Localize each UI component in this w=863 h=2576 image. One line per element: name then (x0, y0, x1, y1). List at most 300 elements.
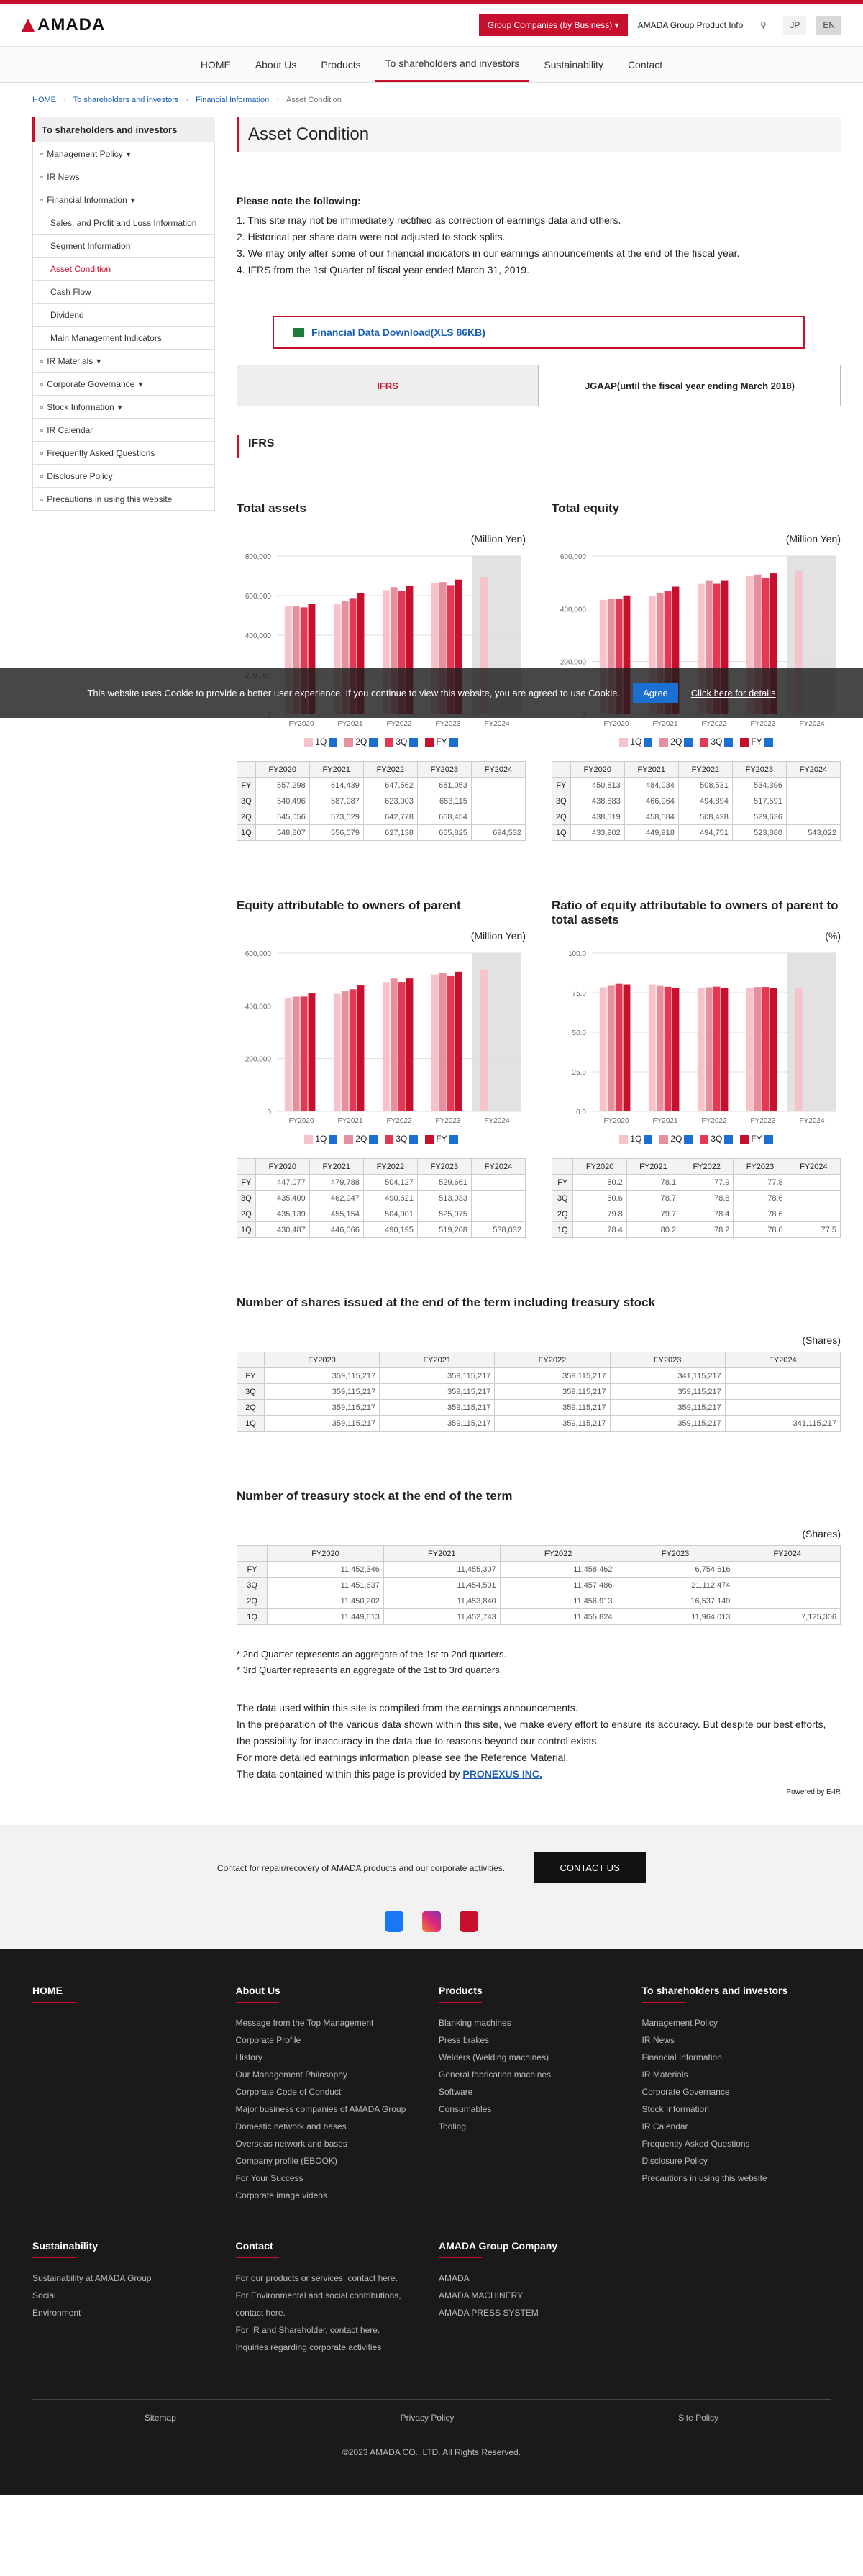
table-cell: 433,902 (570, 825, 624, 841)
table-cell: 479,788 (309, 1175, 363, 1191)
checkbox-icon[interactable] (329, 1135, 337, 1144)
legend-item[interactable] (344, 737, 378, 747)
sidebar-item[interactable] (32, 373, 215, 396)
pronexus-link[interactable]: PRONEXUS INC. (462, 1768, 542, 1780)
table-cell: 623,003 (363, 793, 417, 809)
footer-link[interactable]: Corporate Governance (641, 2087, 730, 2097)
footer-link[interactable]: AMADA (439, 2273, 470, 2283)
footer-link[interactable]: Environment (32, 2308, 81, 2318)
chart-legend (552, 737, 841, 747)
footer-column-title[interactable]: Sustainability (32, 2240, 76, 2258)
sitemap-link[interactable]: Sitemap (144, 2413, 176, 2423)
sidebar-item[interactable] (32, 188, 215, 211)
legend-item[interactable] (659, 1134, 693, 1144)
provided-by-text: The data contained within this page is provided by (237, 1768, 460, 1780)
table-row (237, 1416, 841, 1432)
legend-item[interactable] (385, 1134, 418, 1144)
chart-unit: (Million Yen) (785, 533, 841, 545)
sidebar-item[interactable] (32, 281, 215, 304)
checkbox-icon[interactable] (329, 738, 337, 747)
table-cell: 11,450,202 (268, 1593, 384, 1609)
row-label: 3Q (237, 1384, 265, 1400)
footer-link[interactable]: Sustainability at AMADA Group (32, 2273, 152, 2283)
table-cell: 490,195 (363, 1222, 417, 1238)
footer-link[interactable]: Corporate image videos (235, 2190, 327, 2200)
disclaimer-2: In the preparation of the various data shown within this site, we make every effort to ensure its accuracy. But despite our best efforts, the possibility for inaccuracy in the data due to reasons beyond our control exists. (237, 1719, 826, 1747)
checkbox-icon[interactable] (684, 738, 693, 747)
table-cell: 519,208 (417, 1222, 471, 1238)
table-header: FY2020 (573, 1159, 626, 1175)
bar-1q (334, 993, 341, 1111)
row-label: FY (237, 1368, 265, 1384)
table-cell: 447,077 (255, 1175, 309, 1191)
checkbox-icon[interactable] (764, 1135, 773, 1144)
footer-link[interactable]: Frequently Asked Questions (641, 2139, 750, 2149)
table-cell: 545,056 (255, 809, 309, 825)
x-tick-label: FY2020 (603, 720, 629, 728)
table-cell (787, 1175, 840, 1191)
table-header (237, 1546, 268, 1562)
table-row (237, 825, 526, 841)
footer-link[interactable]: IR Materials (641, 2070, 688, 2080)
link-square-icon: ▫ (40, 355, 44, 366)
bar-3q (713, 987, 721, 1111)
table-cell (471, 1206, 525, 1222)
youtube-icon[interactable] (460, 1911, 478, 1932)
chart-title: Total assets (237, 501, 307, 515)
x-tick-label: FY2023 (435, 1117, 461, 1125)
sidebar-item-label: Asset Condition (50, 263, 111, 274)
bar-2q (439, 973, 447, 1111)
disclaimer (237, 1700, 841, 1783)
bar-3q (762, 987, 770, 1111)
table-cell: 614,439 (309, 778, 363, 793)
row-label: FY (237, 1175, 256, 1191)
nav-about[interactable]: About Us (255, 58, 297, 70)
table-cell (786, 793, 840, 809)
table-header: FY2023 (417, 762, 471, 778)
footer-link[interactable]: Software (439, 2087, 473, 2097)
crumb-sep: › (63, 96, 66, 104)
footer-column-title[interactable]: Products (439, 1985, 482, 2003)
table-cell: 78.2 (680, 1222, 734, 1238)
table-header-row (237, 1352, 841, 1368)
checkbox-icon[interactable] (449, 1135, 458, 1144)
table-header: FY2023 (732, 762, 786, 778)
footer-link[interactable]: Inquiries regarding corporate activities (235, 2342, 382, 2352)
sidebar-item[interactable] (32, 258, 215, 281)
footer-link[interactable]: Message from the Top Management (235, 2018, 374, 2028)
checkbox-icon[interactable] (764, 738, 773, 747)
bar-3q (447, 976, 455, 1111)
footer-link[interactable]: Consumables (439, 2104, 492, 2114)
sidebar-item[interactable] (32, 350, 215, 373)
table-header-row (237, 1159, 526, 1175)
footer-link[interactable]: Company profile (EBOOK) (235, 2156, 337, 2166)
checkbox-icon[interactable] (724, 738, 733, 747)
table-row (552, 1206, 841, 1222)
tab-ifrs[interactable]: IFRS (237, 365, 539, 406)
table-cell: 556,079 (309, 825, 363, 841)
table-cell: 359,115,217 (264, 1416, 379, 1432)
footer-link[interactable]: For Your Success (235, 2173, 303, 2183)
chart-panel (237, 898, 526, 1238)
checkbox-icon[interactable] (409, 738, 418, 747)
x-tick-label: FY2023 (435, 720, 461, 728)
chart-data-table (552, 1158, 841, 1238)
sidebar-item[interactable] (32, 304, 215, 327)
legend-item[interactable] (659, 737, 693, 747)
table-cell: 359,115,217 (264, 1368, 379, 1384)
legend-swatch (700, 738, 708, 747)
footer-column (32, 1985, 222, 2204)
table-header-row (237, 762, 526, 778)
legend-swatch (344, 738, 353, 747)
table-cell: 543,022 (786, 825, 840, 841)
sidebar-item[interactable] (32, 235, 215, 258)
bar-fy (357, 985, 365, 1111)
instagram-icon[interactable] (422, 1911, 441, 1932)
footer-column (642, 1985, 831, 2204)
row-label: 2Q (552, 809, 571, 825)
financial-data-download-link[interactable] (273, 316, 805, 349)
table-cell: 446,066 (309, 1222, 363, 1238)
sidebar-item[interactable] (32, 327, 215, 350)
table-cell: 517,591 (732, 793, 786, 809)
bar-fy (309, 993, 316, 1111)
legend-label: 2Q (670, 737, 682, 747)
sidebar-item[interactable] (32, 419, 215, 442)
excel-icon (293, 328, 304, 337)
x-tick-label: FY2020 (603, 1117, 629, 1125)
y-tick-label: 200,000 (245, 1055, 271, 1064)
row-label: 3Q (552, 793, 571, 809)
footer-link[interactable]: IR News (641, 2035, 675, 2045)
crumb-sep: › (276, 96, 279, 104)
bar-1q (480, 970, 488, 1111)
legend-item[interactable] (700, 737, 733, 747)
nav-investors[interactable]: To shareholders and investors (375, 47, 530, 82)
legend-label: 1Q (315, 1134, 327, 1144)
bar-fy (455, 972, 462, 1111)
checkbox-icon[interactable] (684, 1135, 693, 1144)
shares-table (237, 1352, 841, 1432)
footer-link[interactable]: For our products or services, contact here. (235, 2273, 398, 2283)
checkbox-icon[interactable] (369, 738, 378, 747)
page-title: Asset Condition (237, 117, 841, 152)
footer-column (236, 2240, 425, 2356)
table-cell: 484,034 (624, 778, 678, 793)
table-row (237, 1206, 526, 1222)
disclaimer-1: The data used within this site is compiled from the earnings announcements. (237, 1702, 578, 1713)
table-header: FY2023 (417, 1159, 471, 1175)
row-label: FY (552, 1175, 573, 1191)
row-label: 2Q (237, 1400, 265, 1416)
table-cell: 438,883 (570, 793, 624, 809)
bar-3q (616, 984, 623, 1111)
table-row (237, 809, 526, 825)
table-cell (725, 1384, 840, 1400)
sidebar-item[interactable] (32, 465, 215, 488)
table-cell: 359,115,217 (380, 1400, 495, 1416)
table-header: FY2021 (309, 762, 363, 778)
crumb-sep: › (186, 96, 189, 104)
privacy-policy-link[interactable]: Privacy Policy (400, 2413, 455, 2423)
checkbox-icon[interactable] (644, 738, 652, 747)
footer-link[interactable]: General fabrication machines (439, 2070, 552, 2080)
chart-title: Equity attributable to owners of parent (237, 898, 461, 912)
table-cell: 359,115,217 (380, 1416, 495, 1432)
row-label: FY (237, 1562, 268, 1578)
y-tick-label: 50.0 (572, 1029, 586, 1037)
footer-link[interactable]: Overseas network and bases (235, 2139, 347, 2149)
sidebar-item-label: Cash Flow (50, 286, 91, 297)
current-year-shade (472, 953, 521, 1111)
contact-text: Contact for repair/recovery of AMADA products and our corporate activities. (216, 1862, 506, 1873)
legend-item[interactable] (740, 737, 772, 747)
table-cell: 11,449,613 (268, 1609, 384, 1625)
sidebar-item[interactable] (32, 211, 215, 235)
footer-link[interactable]: Domestic network and bases (235, 2121, 347, 2131)
footer-link[interactable]: IR Calendar (641, 2121, 688, 2131)
y-tick-label: 0 (267, 1109, 271, 1116)
bar-fy (770, 988, 777, 1111)
lang-en[interactable]: EN (816, 16, 841, 35)
table-row (552, 778, 841, 793)
table-cell: 466,964 (624, 793, 678, 809)
table-row (237, 1368, 841, 1384)
row-label: 3Q (237, 793, 256, 809)
powered-by-eir: Powered by E-IR (786, 1788, 841, 1796)
sidebar-item[interactable] (32, 488, 215, 511)
legend-swatch (385, 738, 393, 747)
footer-link[interactable]: Welders (Welding machines) (439, 2052, 549, 2062)
search-icon[interactable]: ⚲ (759, 19, 767, 30)
table-cell: 359,115,217 (380, 1368, 495, 1384)
sidebar-item-label: Dividend (50, 309, 84, 320)
table-header: FY2020 (264, 1352, 379, 1368)
footer-link[interactable]: Major business companies of AMADA Group (235, 2104, 406, 2114)
nav-contact[interactable]: Contact (627, 58, 663, 70)
footer-link[interactable]: Press brakes (439, 2035, 490, 2045)
nav-sustainability[interactable]: Sustainability (544, 58, 603, 70)
legend-swatch (740, 738, 749, 747)
table-cell (734, 1593, 841, 1609)
legend-item[interactable] (619, 737, 652, 747)
table-header: FY2020 (268, 1546, 384, 1562)
amada-logo[interactable] (22, 15, 105, 35)
bar-2q (706, 988, 713, 1111)
table-cell: 504,001 (363, 1206, 417, 1222)
table-cell: 11,456,913 (500, 1593, 616, 1609)
table-cell: 653,115 (417, 793, 471, 809)
group-product-link[interactable]: AMADA Group Product Info (637, 19, 744, 30)
legend-item[interactable] (425, 1134, 457, 1144)
site-policy-link[interactable]: Site Policy (678, 2413, 719, 2423)
cookie-details-link[interactable]: Click here for details (690, 687, 776, 698)
x-tick-label: FY2023 (750, 720, 776, 728)
nav-home[interactable]: HOME (200, 58, 231, 70)
footer-column-title[interactable]: HOME (32, 1985, 76, 2003)
footer-link[interactable]: Corporate Profile (235, 2035, 301, 2045)
footer-link[interactable]: Social (32, 2290, 56, 2300)
notice-4: 4. IFRS from the 1st Quarter of fiscal year ended March 31, 2019. (237, 264, 529, 276)
bar-1q (432, 975, 439, 1111)
footer-link[interactable]: Precautions in using this website (641, 2173, 767, 2183)
cookie-agree-button[interactable]: Agree (633, 683, 678, 703)
checkbox-icon[interactable] (369, 1135, 378, 1144)
table-row (552, 809, 841, 825)
y-tick-label: 75.0 (572, 990, 586, 998)
y-tick-label: 400,000 (245, 1003, 271, 1011)
x-tick-label: FY2022 (386, 720, 412, 728)
sidebar-item[interactable] (32, 165, 215, 188)
table-row (237, 1191, 526, 1206)
footer-column-title[interactable]: To shareholders and investors (642, 1985, 685, 2003)
sidebar-head[interactable]: To shareholders and investors (32, 117, 215, 142)
footer-link[interactable]: AMADA MACHINERY (439, 2290, 524, 2300)
footer-link[interactable]: Tooling (439, 2121, 467, 2131)
legend-label: 2Q (670, 1134, 682, 1144)
tab-jgaap[interactable]: JGAAP(until the fiscal year ending March 2018) (539, 365, 841, 406)
footer-link[interactable]: Our Management Philosophy (235, 2070, 347, 2080)
link-square-icon: ▫ (40, 424, 44, 435)
footer-link[interactable]: Corporate Code of Conduct (235, 2087, 342, 2097)
table-cell (734, 1578, 841, 1593)
row-label: 1Q (237, 1222, 256, 1238)
bar-1q (698, 988, 705, 1111)
checkbox-icon[interactable] (644, 1135, 652, 1144)
footer-link[interactable]: For IR and Shareholder, contact here. (235, 2325, 380, 2335)
table-header: FY2021 (309, 1159, 363, 1175)
crumb-financial[interactable]: Financial Information (196, 96, 270, 104)
footer-column-title[interactable]: Contact (236, 2240, 279, 2258)
chart-legend (552, 1134, 841, 1144)
table-cell: 508,428 (678, 809, 732, 825)
table-row (552, 1175, 841, 1191)
bar-2q (293, 996, 300, 1111)
sidebar-item-label: Corporate Governance (47, 378, 135, 389)
table-cell: 668,454 (417, 809, 471, 825)
chart-title: Ratio of equity attributable to owners of parent to total assets (552, 898, 839, 927)
nav-products[interactable]: Products (321, 58, 361, 70)
legend-item[interactable] (619, 1134, 652, 1144)
group-companies-button[interactable]: Group Companies (by Business) ▾ (479, 14, 628, 36)
legend-swatch (659, 738, 668, 747)
bar-fy (624, 985, 631, 1111)
table-header: FY2024 (734, 1546, 841, 1562)
y-tick-label: 600,000 (560, 553, 586, 561)
footer-column-title[interactable]: About Us (236, 1985, 279, 2003)
sidebar-item-label: IR Materials (47, 355, 93, 366)
lang-jp[interactable]: JP (783, 16, 806, 35)
legend-item[interactable] (385, 737, 418, 747)
footer-link[interactable]: History (235, 2052, 262, 2062)
sidebar-item-label: Stock Information (47, 401, 114, 412)
table-header-row (552, 762, 841, 778)
table-cell: 529,636 (732, 809, 786, 825)
footer-column-title[interactable]: AMADA Group Company (439, 2240, 482, 2258)
link-square-icon: ▫ (40, 194, 44, 205)
sidebar-item-label: Segment Information (50, 240, 131, 251)
crumb-home[interactable]: HOME (32, 96, 56, 104)
table-header: FY2022 (363, 1159, 417, 1175)
table-cell (471, 793, 525, 809)
logo-text: AMADA (37, 14, 106, 35)
cookie-text: This website uses Cookie to provide a better user experience. If you continue to view this website, you are agreed to use Cookie. (87, 687, 621, 698)
legend-item[interactable] (344, 1134, 378, 1144)
sidebar-item-label: IR Calendar (47, 424, 93, 435)
sidebar-item-label: IR News (47, 171, 80, 182)
crumb-investors[interactable]: To shareholders and investors (73, 96, 179, 104)
checkbox-icon[interactable] (724, 1135, 733, 1144)
logo-mark-icon (22, 19, 35, 32)
row-label: 1Q (237, 1416, 265, 1432)
legend-label: 2Q (355, 737, 367, 747)
caret-down-icon: ▾ (96, 355, 101, 366)
row-label: 1Q (237, 825, 256, 841)
footer-link[interactable]: Management Policy (641, 2018, 718, 2028)
sidebar-item[interactable] (32, 442, 215, 465)
footer-bottom-links (32, 2399, 831, 2423)
table-cell (471, 778, 525, 793)
checkbox-icon[interactable] (449, 738, 458, 747)
table-cell: 359,115,217 (380, 1384, 495, 1400)
row-label: 1Q (552, 1222, 573, 1238)
footer-link[interactable]: Disclosure Policy (641, 2156, 708, 2166)
x-tick-label: FY2022 (701, 720, 727, 728)
legend-label: 1Q (315, 737, 327, 747)
facebook-icon[interactable] (385, 1911, 403, 1932)
table-cell: 78.8 (680, 1191, 734, 1206)
table-cell: 504,127 (363, 1175, 417, 1191)
table-cell: 540,496 (255, 793, 309, 809)
x-tick-label: FY2022 (701, 1117, 727, 1125)
sidebar-item[interactable] (32, 396, 215, 419)
contact-us-button[interactable]: CONTACT US (534, 1852, 646, 1883)
footer-link[interactable]: For Environmental and social contributions, contact here. (235, 2290, 401, 2318)
table-cell: 11,452,743 (383, 1609, 500, 1625)
footer-link[interactable]: Blanking machines (439, 2018, 511, 2028)
checkbox-icon[interactable] (409, 1135, 418, 1144)
table-cell: 7,125,306 (734, 1609, 841, 1625)
legend-swatch (740, 1135, 749, 1144)
legend-item[interactable] (304, 1134, 337, 1144)
footer-column (236, 1985, 425, 2204)
legend-item[interactable] (425, 737, 457, 747)
table-cell: 359,115,217 (610, 1384, 725, 1400)
legend-swatch (304, 1135, 313, 1144)
footer-link[interactable]: Stock Information (641, 2104, 709, 2114)
footer-link[interactable]: AMADA PRESS SYSTEM (439, 2308, 539, 2318)
legend-item[interactable] (740, 1134, 772, 1144)
legend-item[interactable] (700, 1134, 733, 1144)
sidebar-item[interactable] (32, 142, 215, 165)
footer-link[interactable]: Financial Information (641, 2052, 722, 2062)
legend-label: FY (436, 1134, 447, 1144)
legend-swatch (344, 1135, 353, 1144)
legend-item[interactable] (304, 737, 337, 747)
table-cell: 78.0 (734, 1222, 787, 1238)
table-cell: 359,115,217 (495, 1384, 610, 1400)
bar-2q (657, 986, 664, 1111)
table-cell: 78.7 (626, 1191, 680, 1206)
chart-unit: (%) (825, 930, 841, 942)
table-cell: 647,562 (363, 778, 417, 793)
table-cell: 80.2 (573, 1175, 626, 1191)
table-cell: 359,115,217 (495, 1368, 610, 1384)
table-header: FY2024 (786, 762, 840, 778)
